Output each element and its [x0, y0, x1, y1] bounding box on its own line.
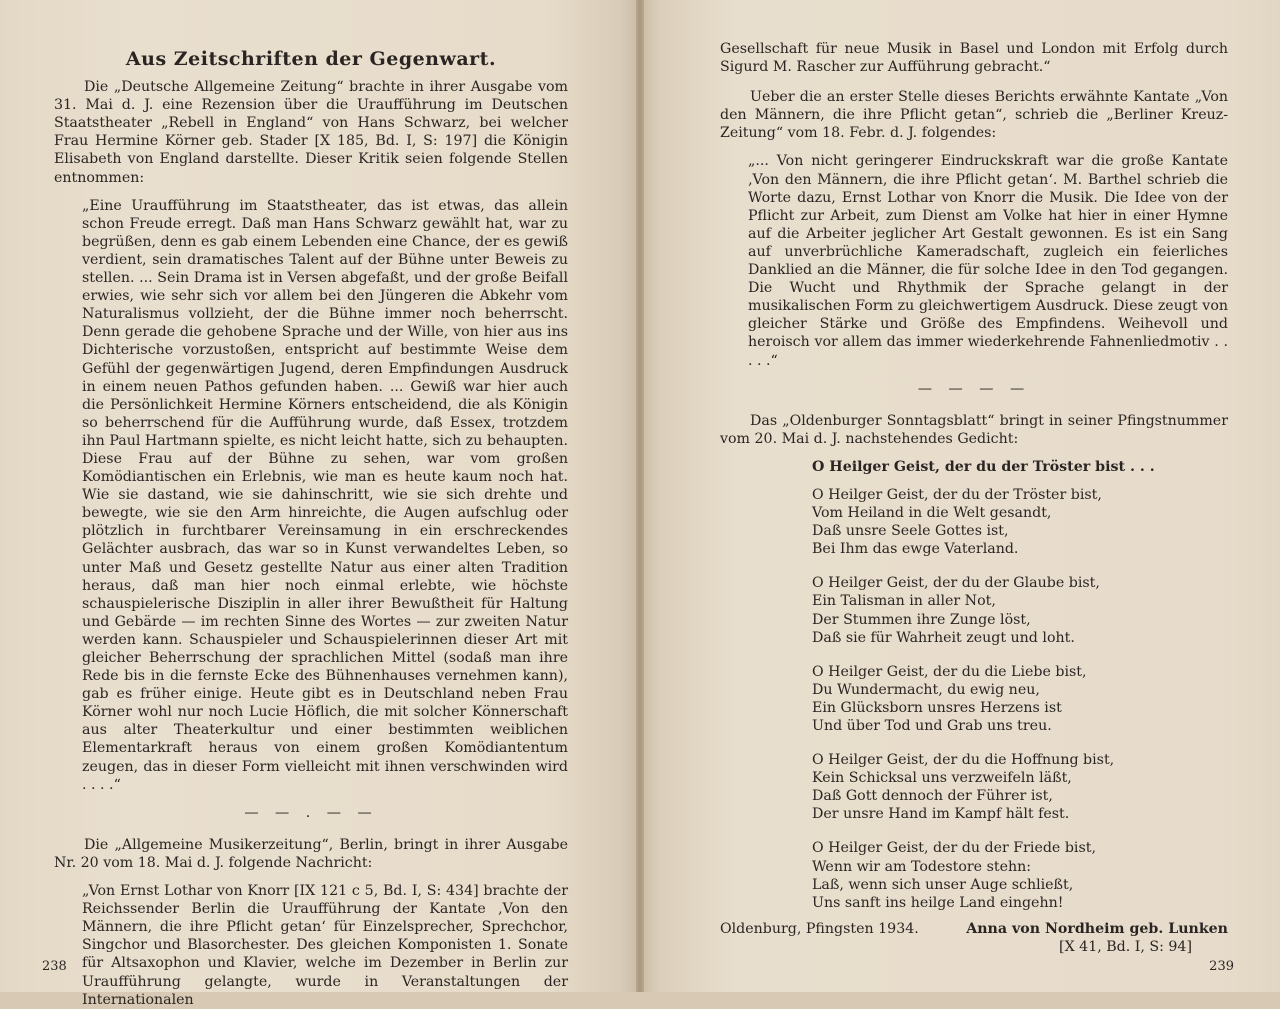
- poem-line: Laß, wenn sich unser Auge schließt,: [812, 876, 1074, 893]
- poem-stanza: [812, 486, 1228, 558]
- poem-line: O Heilger Geist, der du die Liebe bist,: [812, 663, 1087, 680]
- poem-line: Du Wundermacht, du ewig neu,: [812, 681, 1040, 698]
- author-citation: [X 41, Bd. I, S: 94]: [1059, 938, 1192, 955]
- sonntagsblatt-paragraph: Das „Oldenburger Sonntagsblatt“ bringt in seiner Pfingstnummer vom 20. Mai d. J. nachstehendes Gedicht:: [720, 412, 1228, 447]
- poem-title: O Heilger Geist, der du der Tröster bist . . .: [812, 458, 1155, 475]
- poem-line: O Heilger Geist, der du der Friede bist,: [812, 840, 1096, 857]
- poem-line: Uns sanft ins heilge Land eingehn!: [812, 894, 1064, 911]
- poem-stanza: [812, 574, 1228, 646]
- poem-stanza: [812, 663, 1228, 735]
- poem-line: Daß unsre Seele Gottes ist,: [812, 523, 1009, 540]
- knorr-quote: „Von Ernst Lothar von Knorr [IX 121 c 5, Bd. I, S: 434] brachte der Reichssender Berlin die Uraufführung der Kantate ‚Von den Männern, die ihre Pflicht getan‘ für Einzelsprecher, Sprechchor, Singchor und Blasorchester. Des gleichen Komponisten 1. Sonate für Altsaxophon und Klavier, welche im Dezember in Berlin zur Uraufführung gelangte, wurde in Veranstaltungen der Internationalen: [82, 883, 568, 1008]
- poem-line: Ein Glücksborn unsres Herzens ist: [812, 699, 1062, 716]
- poem: [812, 458, 1228, 912]
- left-page: [0, 0, 640, 1008]
- right-page: [640, 0, 1280, 992]
- section-separator: — — — —: [917, 380, 1031, 397]
- signature-line: [720, 920, 1228, 938]
- page-number-right: 239: [1209, 959, 1234, 974]
- poem-line: Vom Heiland in die Welt gesandt,: [812, 505, 1052, 522]
- poem-line: Der Stummen ihre Zunge löst,: [812, 611, 1031, 628]
- poem-line: Daß sie für Wahrheit zeugt und loht.: [812, 629, 1075, 646]
- intro-paragraph: Die „Deutsche Allgemeine Zeitung“ brachte in ihrer Ausgabe vom 31. Mai d. J. eine Rezension über die Uraufführung im Deutschen Staatstheater „Rebell in England“ von Hans Schwarz, bei welcher Frau Hermine Körner geb. Stader [X 185, Bd. I, S: 197] die Königin Elisabeth von England darstellte. Dieser Kritik seien folgende Stellen entnommen:: [54, 79, 568, 186]
- poem-line: Bei Ihm das ewge Vaterland.: [812, 541, 1019, 558]
- musikerzeitung-paragraph: Die „Allgemeine Musikerzeitung“, Berlin, bringt in ihrer Ausgabe Nr. 20 vom 18. Mai d. J. folgende Nachricht:: [54, 836, 568, 871]
- review-quote: „Eine Uraufführung im Staatstheater, das ist etwas, das allein schon Freude erregt. Daß man Hans Schwarz gewählt hat, war zu begrüßen, denn es gab einem Lebenden eine Chance, der es gewiß verdient, sein dramatisches Talent auf der Bühne unter Beweis zu stellen. ... Sein Drama ist in Versen abgefaßt, und der große Beifall erwies, wie sehr sich vor allem bei den Jüngeren die Abkehr vom Naturalismus vollzieht, der die Bühne immer noch beherrscht. Denn gerade die gehobene Sprache und der Wille, von hier aus ins Dichterische vorzustoßen, entspricht auf bestimmte Weise dem Gefühl der gegenwärtigen Jugend, deren Empfindungen Ausdruck in einem neuen Pathos gefunden haben. ... Gewiß war hier auch die Persönlichkeit Hermine Körners entscheidend, die als Königin so beherrschend für die Aufführung wurde, daß Essex, trotzdem ihn Paul Hartmann spielte, es nicht leicht hatte, sich zu behaupten. Diese Frau auf der Bühne zu sehen, war vom großen Komödiantischen ein Erlebnis, wie man es heute kaum noch hat. Wie sie dastand, wie sie dahinschritt, wie sie sich drehte und bewegte, wie sie den Arm hinreichte, die Augen aufschlug oder plötzlich in furchtbarer Vereinsamung in ein erschreckendes Gelächter ausbrach, das war so in Kunst verwandeltes Leben, so unter Maß und Gesetz gestellte Natur aus einer alten Tradition heraus, daß man hier noch einmal erlebte, wie höchste schauspielerische Disziplin in aller ihrer Bewußtheit für Haltung und Gebärde — im rechten Sinne des Wortes — zur zweiten Natur werden kann. Schauspieler und Schauspielerinnen dieser Art mit gleicher Beherrschung der sprachlichen Mittel (sodaß man ihre Rede bis in die fernste Ecke des Bühnenhauses vernehmen kann), gab es früher einige. Heute gibt es in Deutschland neben Frau Körner wohl nur noch Lucie Höflich, die mit solcher Könnerschaft aus alter Theaterkultur und einer bestimmten weiblichen Elementarkraft heraus von einem großen Komödiantentum zeugen, das in dieser Form vielleicht mit ihnen verschwinden wird . . . .“: [82, 197, 568, 793]
- poem-line: Der unsre Hand im Kampf hält fest.: [812, 806, 1070, 823]
- left-column: [54, 50, 568, 1009]
- poem-line: O Heilger Geist, der du der Tröster bist,: [812, 486, 1102, 503]
- page-title: Aus Zeitschriften der Gegenwart.: [125, 48, 497, 70]
- kantate-quote: „... Von nicht geringerer Eindruckskraft war die große Kantate ‚Von den Männern, die ihre Pflicht getan‘. M. Barthel schrieb die Worte dazu, Ernst Lothar von Knorr die Musik. Die Idee von der Pflicht zur Arbeit, zum Dienst am Volke hat hier in einer Hymne auf die Arbeiter jeglicher Art Gestalt gewonnen. Es ist ein Sang auf unverbrüchliche Kameradschaft, zugleich ein feierliches Danklied an die Männer, die für solche Idee in den Tod gegangen. Die Wucht und Rhythmik der Sprache gelangt in der musikalischen Form zu gleichwertigem Ausdruck. Diese zeugt von gleicher Stärke und Größe des Empfindens. Weihevoll und heroisch vor allem das immer wiederkehrende Fahnenliedmotiv . . . . .“: [748, 153, 1228, 369]
- section-separator: — — . — —: [244, 804, 378, 821]
- poem-line: Kein Schicksal uns verzweifeln läßt,: [812, 770, 1072, 787]
- poem-line: O Heilger Geist, der du die Hoffnung bist,: [812, 752, 1115, 769]
- poem-stanza: [812, 751, 1228, 823]
- poem-line: Und über Tod und Grab uns treu.: [812, 718, 1052, 734]
- poem-author: Anna von Nordheim geb. Lunken: [966, 920, 1228, 937]
- poem-line: O Heilger Geist, der du der Glaube bist,: [812, 575, 1100, 592]
- place-date: Oldenburg, Pfingsten 1934.: [720, 920, 919, 937]
- right-column: [720, 40, 1228, 956]
- poem-line: Ein Talisman in aller Not,: [812, 593, 996, 610]
- poem-line: Wenn wir am Todestore stehn:: [812, 858, 1032, 875]
- page-number-left: 238: [42, 959, 67, 974]
- poem-line: Daß Gott dennoch der Führer ist,: [812, 788, 1053, 805]
- continued-text: Gesellschaft für neue Musik in Basel und London mit Erfolg durch Sigurd M. Rascher zur Aufführung gebracht.“: [720, 41, 1228, 76]
- poem-stanza: [812, 839, 1228, 911]
- book-gutter: [636, 0, 644, 992]
- kreuzzeitung-paragraph: Ueber die an erster Stelle dieses Berichts erwähnte Kantate „Von den Männern, die ihre Pflicht getan“, schrieb die „Berliner Kreuz-Zeitung“ vom 18. Febr. d. J. folgendes:: [720, 89, 1228, 142]
